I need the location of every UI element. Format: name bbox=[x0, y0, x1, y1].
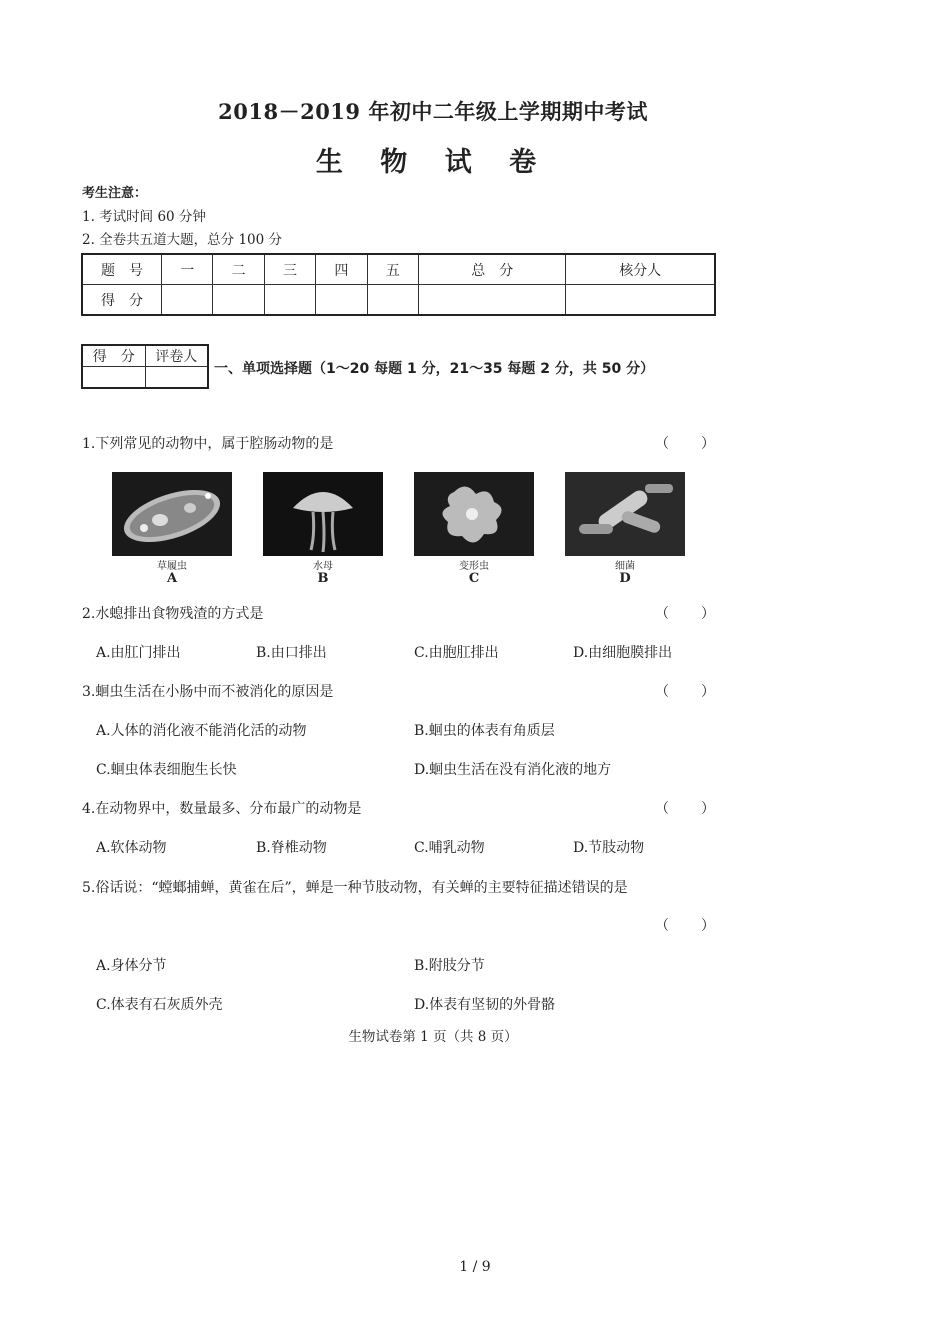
score-cell[interactable] bbox=[566, 285, 715, 316]
score-header-cell: 五 bbox=[367, 254, 418, 285]
option-d[interactable]: D.由细胞膜排出 bbox=[573, 645, 673, 661]
question-2: 2.水螅排出食物残渣的方式是 bbox=[82, 606, 264, 622]
score-cell[interactable] bbox=[419, 285, 566, 316]
score-cell[interactable] bbox=[213, 285, 264, 316]
score-header-cell: 总 分 bbox=[419, 254, 566, 285]
notice-heading: 考生注意： bbox=[82, 186, 148, 201]
page-number: 1 / 9 bbox=[459, 1259, 491, 1275]
notice-item: 2. 全卷共五道大题，总分 100 分 bbox=[82, 232, 283, 248]
option-b[interactable]: B.附肢分节 bbox=[414, 958, 485, 974]
question-1: 1.下列常见的动物中，属于腔肠动物的是 bbox=[82, 436, 334, 452]
option-b[interactable]: B.蛔虫的体表有角质层 bbox=[414, 723, 555, 739]
question-3: 3.蛔虫生活在小肠中而不被消化的原因是 bbox=[82, 684, 334, 700]
score-cell[interactable] bbox=[316, 285, 367, 316]
score-header-cell: 三 bbox=[264, 254, 315, 285]
option-b[interactable]: B.由口排出 bbox=[256, 645, 327, 661]
amoeba-image bbox=[414, 472, 534, 556]
option-a[interactable]: A.身体分节 bbox=[96, 958, 167, 974]
answer-paren[interactable]: （ ） bbox=[655, 606, 715, 622]
score-header-cell: 一 bbox=[162, 254, 213, 285]
answer-paren[interactable]: （ ） bbox=[655, 436, 715, 452]
score-header-cell: 核分人 bbox=[566, 254, 715, 285]
answer-paren[interactable]: （ ） bbox=[655, 684, 715, 700]
option-c[interactable]: C.哺乳动物 bbox=[414, 840, 485, 856]
grader-table bbox=[81, 344, 209, 389]
answer-paren[interactable]: （ ） bbox=[655, 918, 715, 934]
figure-caption: 草履虫 A bbox=[157, 561, 187, 586]
option-b[interactable]: B.脊椎动物 bbox=[256, 840, 327, 856]
exam-title: 2018－2019 年初中二年级上学期期中考试 bbox=[218, 99, 648, 124]
option-a[interactable]: A.软体动物 bbox=[96, 840, 167, 856]
figure-caption: 水母 B bbox=[313, 561, 333, 586]
option-d[interactable]: D.体表有坚韧的外骨骼 bbox=[414, 997, 556, 1013]
option-c[interactable]: C.由胞肛排出 bbox=[414, 645, 499, 661]
grader-score-cell[interactable] bbox=[82, 367, 145, 389]
option-d[interactable]: D.蛔虫生活在没有消化液的地方 bbox=[414, 762, 612, 778]
option-c[interactable]: C.蛔虫体表细胞生长快 bbox=[96, 762, 237, 778]
option-a[interactable]: A.由肛门排出 bbox=[96, 645, 181, 661]
score-cell[interactable] bbox=[264, 285, 315, 316]
answer-paren[interactable]: （ ） bbox=[655, 801, 715, 817]
score-row-label: 得 分 bbox=[82, 285, 162, 316]
subject-title: 生 物 试 卷 bbox=[315, 147, 551, 178]
bacteria-image bbox=[565, 472, 685, 556]
section-title: 一、单项选择题（1～20 每题 1 分，21～35 每题 2 分，共 50 分） bbox=[214, 361, 655, 377]
page-footer: 生物试卷第 1 页（共 8 页） bbox=[348, 1029, 518, 1045]
score-header-cell: 四 bbox=[316, 254, 367, 285]
option-d[interactable]: D.节肢动物 bbox=[573, 840, 645, 856]
score-cell[interactable] bbox=[367, 285, 418, 316]
grader-name-cell[interactable] bbox=[145, 367, 208, 389]
jellyfish-image bbox=[263, 472, 383, 556]
question-4: 4.在动物界中，数量最多、分布最广的动物是 bbox=[82, 801, 362, 817]
paramecium-image bbox=[112, 472, 232, 556]
score-header-cell: 二 bbox=[213, 254, 264, 285]
figure-caption: 变形虫 C bbox=[459, 561, 489, 586]
question-5: 5.俗话说：“螳螂捕蝉，黄雀在后”，蝉是一种节肢动物，有关蝉的主要特征描述错误的是 bbox=[82, 880, 628, 896]
figure-caption: 细菌 D bbox=[615, 561, 635, 586]
score-table bbox=[81, 253, 716, 316]
score-cell[interactable] bbox=[162, 285, 213, 316]
score-header-cell: 题 号 bbox=[82, 254, 162, 285]
notice-item: 1. 考试时间 60 分钟 bbox=[82, 209, 206, 225]
grader-score-label: 得 分 bbox=[82, 345, 145, 367]
option-c[interactable]: C.体表有石灰质外壳 bbox=[96, 997, 223, 1013]
grader-name-label: 评卷人 bbox=[145, 345, 208, 367]
option-a[interactable]: A.人体的消化液不能消化活的动物 bbox=[96, 723, 307, 739]
